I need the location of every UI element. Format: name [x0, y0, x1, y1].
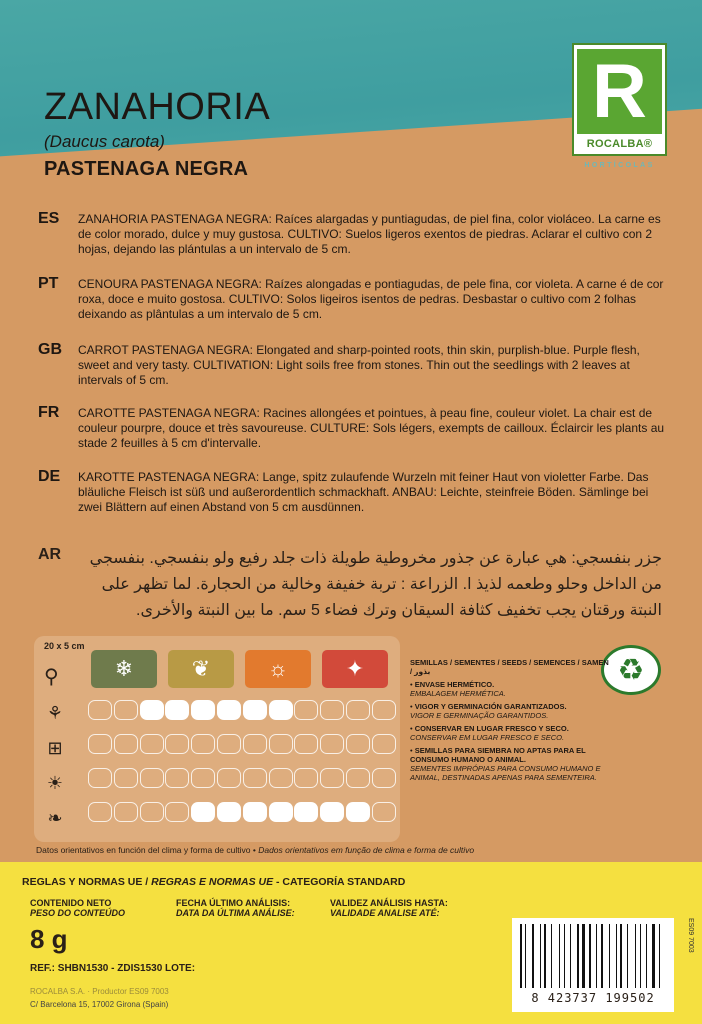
month-cell	[140, 700, 164, 720]
description-text: CARROT PASTENAGA NEGRA: Elongated and sharp-pointed roots, thin skin, purplish-blue. Purple flesh, sweet and very tasty. CULTIVATION: Light soils free from stones. Thin out the seedlings with 2 leaves at intervals of 5 cm.	[78, 343, 640, 387]
barcode-bar	[659, 924, 661, 988]
barcode-bar	[612, 924, 614, 988]
spacing-label: 20 x 5 cm	[44, 641, 85, 651]
barcode-bar	[580, 924, 581, 988]
barcode-bar	[616, 924, 617, 988]
month-cell	[346, 802, 370, 822]
language-code: ES	[38, 210, 60, 227]
barcode-bar	[640, 924, 641, 988]
barcode-bar	[656, 924, 657, 988]
month-cell	[294, 768, 318, 788]
month-cell	[165, 734, 189, 754]
barcode-bar	[652, 924, 655, 988]
barcode-bar	[618, 924, 619, 988]
disclaimer: Datos orientativos en función del clima y forma de cultivo • Dados orientativos em função de clima e forma de cultivo	[36, 845, 475, 855]
barcode-bar	[523, 924, 524, 988]
month-cell	[88, 700, 112, 720]
seeds-header: SEMILLAS / SEMENTES / SEEDS / SEMENCES / SAMEN / بذور	[410, 658, 609, 676]
brand-subtitle: HORTÍCOLAS	[584, 162, 655, 169]
month-cell	[372, 768, 396, 788]
month-cell	[294, 700, 318, 720]
barcode-bar	[646, 924, 647, 988]
month-cell	[320, 802, 344, 822]
description-gb	[38, 343, 668, 388]
month-cell	[165, 802, 189, 822]
month-cell	[88, 802, 112, 822]
product-header	[44, 88, 270, 181]
barcode-bar	[593, 924, 594, 988]
barcode-bar	[644, 924, 646, 988]
calendar-row	[88, 734, 398, 758]
barcode-bar	[541, 924, 542, 988]
logo-box	[572, 43, 667, 156]
barcode-bar	[532, 924, 535, 988]
barcode-bar	[559, 924, 560, 988]
winter-season	[91, 650, 157, 688]
calendar-rows	[88, 700, 398, 836]
month-cell	[114, 700, 138, 720]
month-cell	[140, 768, 164, 788]
sowing-seedbed-icon: ⚘	[46, 702, 64, 723]
month-cell	[320, 768, 344, 788]
barcode-bar	[572, 924, 574, 988]
month-cell	[372, 700, 396, 720]
barcode-bar	[536, 924, 537, 988]
month-cell	[269, 802, 293, 822]
month-cell	[140, 802, 164, 822]
barcode-bar	[627, 924, 628, 988]
description-text: ZANAHORIA PASTENAGA NEGRA: Raíces alargadas y puntiagudas, de piel fina, color violáceo. La carne es de color morado, dulce y muy gustosa. CULTIVO: Suelos ligeros exentos de piedras. Aclarar el cultivo con 2 hojas, dejando las plántulas a un intervalo de 5 cm.	[78, 212, 661, 256]
month-cell	[372, 802, 396, 822]
month-cell	[346, 700, 370, 720]
net-weight: 8 g	[30, 924, 68, 954]
month-cell	[320, 700, 344, 720]
barcode-bar	[520, 924, 522, 988]
month-cell	[243, 768, 267, 788]
green-dot-recycle-icon: ♻	[601, 645, 661, 695]
barcode-bar	[609, 924, 610, 988]
month-cell	[294, 802, 318, 822]
barcode-bar	[596, 924, 597, 988]
side-code: ES09 7003	[687, 918, 694, 953]
seeds-item: • CONSERVAR EN LUGAR FRESCO Y SECO. CONSERVAR EM LUGAR FRESCO E SECO.	[410, 724, 569, 742]
barcode-bar	[564, 924, 566, 988]
barcode	[512, 918, 674, 1012]
month-cell	[191, 734, 215, 754]
month-cell	[269, 734, 293, 754]
direct-sowing-icon: ☀	[46, 772, 64, 793]
maple-leaf-icon: ✦	[345, 656, 365, 681]
barcode-bar	[629, 924, 632, 988]
month-cell	[140, 734, 164, 754]
barcode-bar	[635, 924, 637, 988]
calendar-row	[88, 802, 398, 826]
month-cell	[294, 734, 318, 754]
validity-label: VALIDEZ ANÁLISIS HASTA: VALIDADE ANALISE ATÉ:	[330, 898, 448, 918]
seeds-item: • SEMILLAS PARA SIEMBRA NO APTAS PARA EL CONSUMO HUMANO O ANIMAL. SEMENTES IMPRÓPIAS PARA CONSUMO HUMANO E ANIMAL, DESTINADAS APENAS PARA SEMENTEIRA.	[410, 746, 601, 782]
barcode-bar	[663, 924, 665, 988]
seeds-item: • VIGOR Y GERMINACIÓN GARANTIZADOS. VIGOR E GERMINAÇÃO GARANTIDOS.	[410, 702, 567, 720]
barcode-number: 8 423737 199502	[531, 991, 655, 1005]
barcode-bar	[589, 924, 591, 988]
barcode-bar	[577, 924, 579, 988]
sun-icon: ☼	[267, 656, 289, 681]
month-cell	[372, 734, 396, 754]
description-text: KAROTTE PASTENAGA NEGRA: Lange, spitz zulaufende Wurzeln mit feiner Haut von violetter Farbe. Das bläuliche Fleisch ist süß und außerordentlich schmackhaft. ANBAU: Leichte, steinfreie Böden. Sämlinge bei zwei Blättern auf einen Abstand von 5 cm ausdünnen.	[78, 470, 649, 514]
month-cell	[320, 734, 344, 754]
month-cell	[114, 768, 138, 788]
barcode-bar	[598, 924, 599, 988]
barcode-bar	[540, 924, 541, 988]
brand-name: ROCALBA®	[586, 138, 653, 150]
month-cell	[114, 734, 138, 754]
month-cell	[165, 768, 189, 788]
seeds-info	[410, 658, 610, 786]
calendar-row	[88, 700, 398, 724]
description-ar	[38, 546, 668, 624]
barcode-bar	[620, 924, 622, 988]
barcode-bar	[605, 924, 608, 988]
logo-r-icon: R	[577, 49, 662, 134]
barcode-bar	[570, 924, 571, 988]
barcode-bar	[649, 924, 650, 988]
language-code: PT	[38, 275, 59, 292]
month-cell	[243, 700, 267, 720]
month-cell	[217, 768, 241, 788]
calendar-row	[88, 768, 398, 792]
barcode-bar	[554, 924, 557, 988]
barcode-bar	[561, 924, 562, 988]
month-cell	[269, 700, 293, 720]
leaf-icon: ❦	[191, 656, 211, 681]
product-title: ZANAHORIA	[44, 86, 271, 128]
seeds-item: • ENVASE HERMÉTICO. EMBALAGEM HERMÉTICA.	[410, 680, 506, 698]
month-cell	[217, 734, 241, 754]
description-pt	[38, 277, 668, 322]
month-cell	[243, 802, 267, 822]
month-cell	[191, 768, 215, 788]
barcode-bar	[548, 924, 550, 988]
description-text: جزر بنفسجي: هي عبارة عن جذور مخروطية طويلة ذات جلد رفيع ولو بنفسجي. بنفسجي من الداخل وحلو وطعمه لذيذ ا. الزراعة : تربة خفيفة وخالية من الحجارة. لما تظهر على النبتة ورقتان يجب تخفيف كثافة السيقان وترك فضاء 5 سم. ما بين النبتة والأخرى.	[89, 550, 662, 619]
language-code: FR	[38, 404, 60, 421]
description-fr	[38, 406, 668, 451]
analysis-date-label: FECHA ÚLTIMO ANÁLISIS: DATA DA ÚLTIMA ANÁLISE:	[176, 898, 295, 918]
description-text: CENOURA PASTENAGA NEGRA: Raízes alongadas e pontiagudas, de pele fina, cor violeta. A carne é de cor roxa, doce e muito gostosa. CULTIVO: Solos ligeiros isentos de pedras. Desbastar o cultivo com 2 folhas deixando as plântulas a um intervalo de 5 cm.	[78, 277, 664, 321]
spring-season	[168, 650, 234, 688]
variety-name: PASTENAGA NEGRA	[44, 158, 249, 180]
harvest-icon: ❧	[47, 807, 63, 828]
month-cell	[346, 768, 370, 788]
language-code: GB	[38, 341, 62, 358]
barcode-bar	[588, 924, 589, 988]
net-content-label: CONTENIDO NETO PESO DO CONTEÚDO	[30, 898, 126, 918]
row-icons	[40, 698, 70, 839]
barcode-bar	[625, 924, 626, 988]
scientific-name: (Daucus carota)	[44, 132, 165, 151]
language-code: DE	[38, 468, 61, 485]
barcode-bar	[568, 924, 569, 988]
description-es	[38, 212, 668, 257]
description-de	[38, 470, 668, 515]
month-cell	[269, 768, 293, 788]
month-cell	[346, 734, 370, 754]
month-cell	[217, 700, 241, 720]
summer-season	[245, 650, 311, 688]
language-code: AR	[38, 546, 62, 563]
month-cell	[114, 802, 138, 822]
barcode-bar	[551, 924, 552, 988]
transplant-icon: ⊞	[47, 737, 63, 758]
month-cell	[88, 768, 112, 788]
month-cell	[217, 802, 241, 822]
company-info: ROCALBA S.A. · Productor ES09 7003 C/ Barcelona 15, 17002 Girona (Spain)	[30, 987, 169, 1009]
month-cell	[191, 700, 215, 720]
barcode-bar	[601, 924, 603, 988]
snowflake-icon: ❄	[114, 656, 134, 681]
brand-logo	[572, 43, 667, 169]
month-cell	[165, 700, 189, 720]
barcode-bar	[529, 924, 531, 988]
month-cell	[243, 734, 267, 754]
month-cell	[88, 734, 112, 754]
autumn-season	[322, 650, 388, 688]
barcode-bar	[525, 924, 526, 988]
barcode-bar	[637, 924, 638, 988]
reference-lot: REF.: SHBN1530 - ZDIS1530 LOTE:	[30, 963, 196, 974]
month-cell	[191, 802, 215, 822]
eu-rules: REGLAS Y NORMAS UE / REGRAS E NORMAS UE - CATEGORÍA STANDARD	[22, 876, 406, 888]
barcode-bar	[582, 924, 585, 988]
plant-spacing-icon: ⚲	[44, 666, 59, 688]
barcode-bar	[544, 924, 546, 988]
barcode-bars	[520, 924, 666, 988]
description-text: CAROTTE PASTENAGA NEGRA: Racines allongées et pointues, à peau fine, couleur violet. La chair est de couleur pourpre, douce et très savoureuse. CULTURE: Sols légers, exempts de cailloux. Éclaircir les plants au stade 2 feuilles à 5 cm d'intervalle.	[78, 406, 665, 450]
